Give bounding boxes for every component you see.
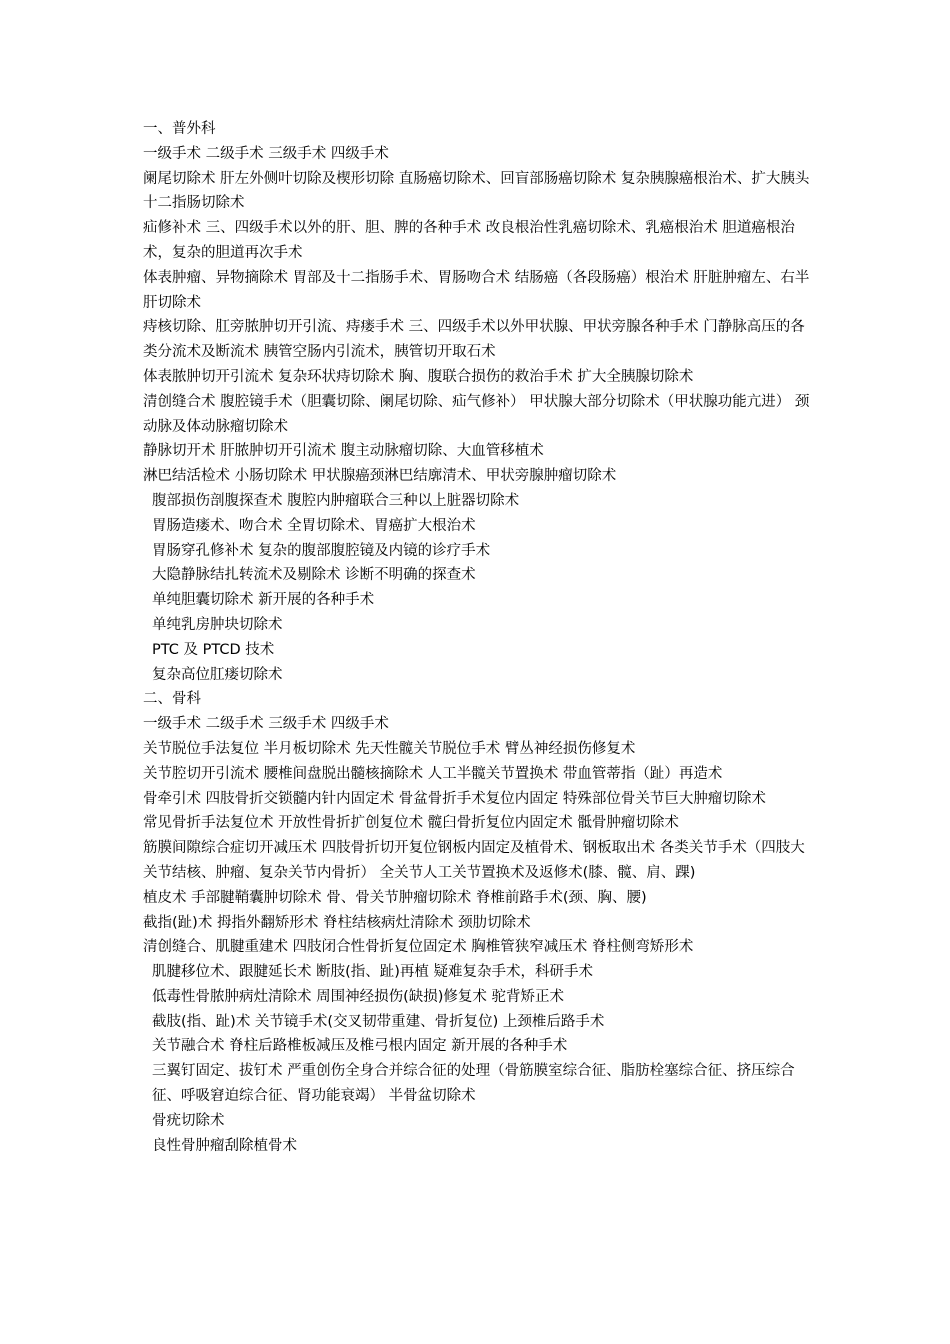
surgery-list-line: 腹部损伤剖腹探查术 腹腔内肿瘤联合三种以上脏器切除术 [152,492,520,509]
surgery-list-line: 体表肿瘤、异物摘除术 胃部及十二指肠手术、胃肠吻合术 结肠癌（各段肠癌）根治术 肝脏肿瘤左、右半肝切除术 [143,269,810,311]
surgery-list-line: 清创缝合术 腹腔镜手术（胆囊切除、阑尾切除、疝气修补） 甲状腺大部分切除术（甲状腺功能亢进） 颈动脉及体动脉瘤切除术 [143,393,810,435]
surgery-list-line: 体表脓肿切开引流术 复杂环状痔切除术 胸、腹联合损伤的救治手术 扩大全胰腺切除术 [143,368,694,385]
surgery-list-line: 良性骨肿瘤刮除植骨术 [152,1137,297,1154]
document-page [143,117,813,1158]
surgery-list-line: 单纯胆囊切除术 新开展的各种手术 [152,592,375,609]
surgery-list-line: 关节脱位手法复位 半月板切除术 先天性髋关节脱位手术 臂丛神经损伤修复术 [143,740,636,757]
surgery-list-line: 关节腔切开引流术 腰椎间盘脱出髓核摘除术 人工半髋关节置换术 带血管蒂指（趾）再造术 [143,765,723,782]
surgery-list-line: 痔核切除、肛旁脓肿切开引流、痔瘘手术 三、四级手术以外甲状腺、甲状旁腺各种手术 门静脉高压的各类分流术及断流术 胰管空肠内引流术，胰管切开取石术 [143,319,805,361]
surgery-list-line: 胃肠穿孔修补术 复杂的腹部腹腔镜及内镜的诊疗手术 [152,542,491,559]
surgery-list-line: 疝修补术 三、四级手术以外的肝、胆、脾的各种手术 改良根治性乳癌切除术、乳癌根治术 胆道癌根治术，复杂的胆道再次手术 [143,220,795,261]
surgery-list-line: 静脉切开术 肝脓肿切开引流术 腹主动脉瘤切除、大血管移植术 [143,443,544,460]
surgery-list-line: 大隐静脉结扎转流术及剔除术 诊断不明确的探查术 [152,567,476,584]
surgery-list-line: 清创缝合、肌腱重建术 四肢闭合性骨折复位固定术 胸椎管狭窄减压术 脊柱侧弯矫形术 [143,939,694,956]
surgery-list-line: 截指(趾)术 拇指外翻矫形术 脊柱结核病灶清除术 颈肋切除术 [143,914,531,931]
surgery-list-line: 植皮术 手部腱鞘囊肿切除术 骨、骨关节肿瘤切除术 脊椎前路手术(颈、胸、腰) [143,889,647,906]
surgery-list-line: PTC 及 PTCD 技术 [152,641,275,658]
surgery-levels-header: 一级手术 二级手术 三级手术 四级手术 [143,716,389,733]
surgery-list-line: 复杂高位肛瘘切除术 [152,666,283,683]
surgery-list-line: 淋巴结活检术 小肠切除术 甲状腺癌颈淋巴结廓清术、甲状旁腺肿瘤切除术 [143,468,617,485]
surgery-list-line: 单纯乳房肿块切除术 [152,616,283,633]
surgery-list-line: 常见骨折手法复位术 开放性骨折扩创复位术 髋臼骨折复位内固定术 骶骨肿瘤切除术 [143,815,679,832]
surgery-list-line: 阑尾切除术 肝左外侧叶切除及楔形切除 直肠癌切除术、回盲部肠癌切除术 复杂胰腺癌根治术、扩大胰头十二指肠切除术 [143,170,810,212]
surgery-levels-header: 一级手术 二级手术 三级手术 四级手术 [143,145,389,162]
surgery-list-line: 三翼钉固定、拔钉术 严重创伤全身合并综合征的处理（骨筋膜室综合征、脂肪栓塞综合征、挤压综合征、呼吸窘迫综合征、肾功能衰竭） 半骨盆切除术 [152,1063,795,1105]
surgery-list-line: 骨牵引术 四肢骨折交锁髓内针内固定术 骨盆骨折手术复位内固定 特殊部位骨关节巨大肿瘤切除术 [143,790,766,807]
section-heading: 二、骨科 [143,691,201,708]
section-heading: 一、普外科 [143,121,216,137]
surgery-list-line: 截肢(指、趾)术 关节镜手术(交叉韧带重建、骨折复位) 上颈椎后路手术 [152,1013,605,1030]
surgery-list-line: 低毒性骨脓肿病灶清除术 周围神经损伤(缺损)修复术 驼背矫正术 [152,988,565,1005]
surgery-list-line: 筋膜间隙综合症切开减压术 四肢骨折切开复位钢板内固定及植骨术、钢板取出术 各类关节手术（四肢大关节结核、肿瘤、复杂关节内骨折） 全关节人工关节置换术及返修术(膝、髋、肩、踝) [143,840,805,881]
surgery-list-line: 胃肠造瘘术、吻合术 全胃切除术、胃癌扩大根治术 [152,517,476,534]
surgery-list-line: 肌腱移位术、跟腱延长术 断肢(指、趾)再植 疑难复杂手术，科研手术 [152,964,594,981]
surgery-list-line: 关节融合术 脊柱后路椎板减压及椎弓根内固定 新开展的各种手术 [152,1038,568,1055]
surgery-list-line: 骨疣切除术 [152,1112,225,1129]
